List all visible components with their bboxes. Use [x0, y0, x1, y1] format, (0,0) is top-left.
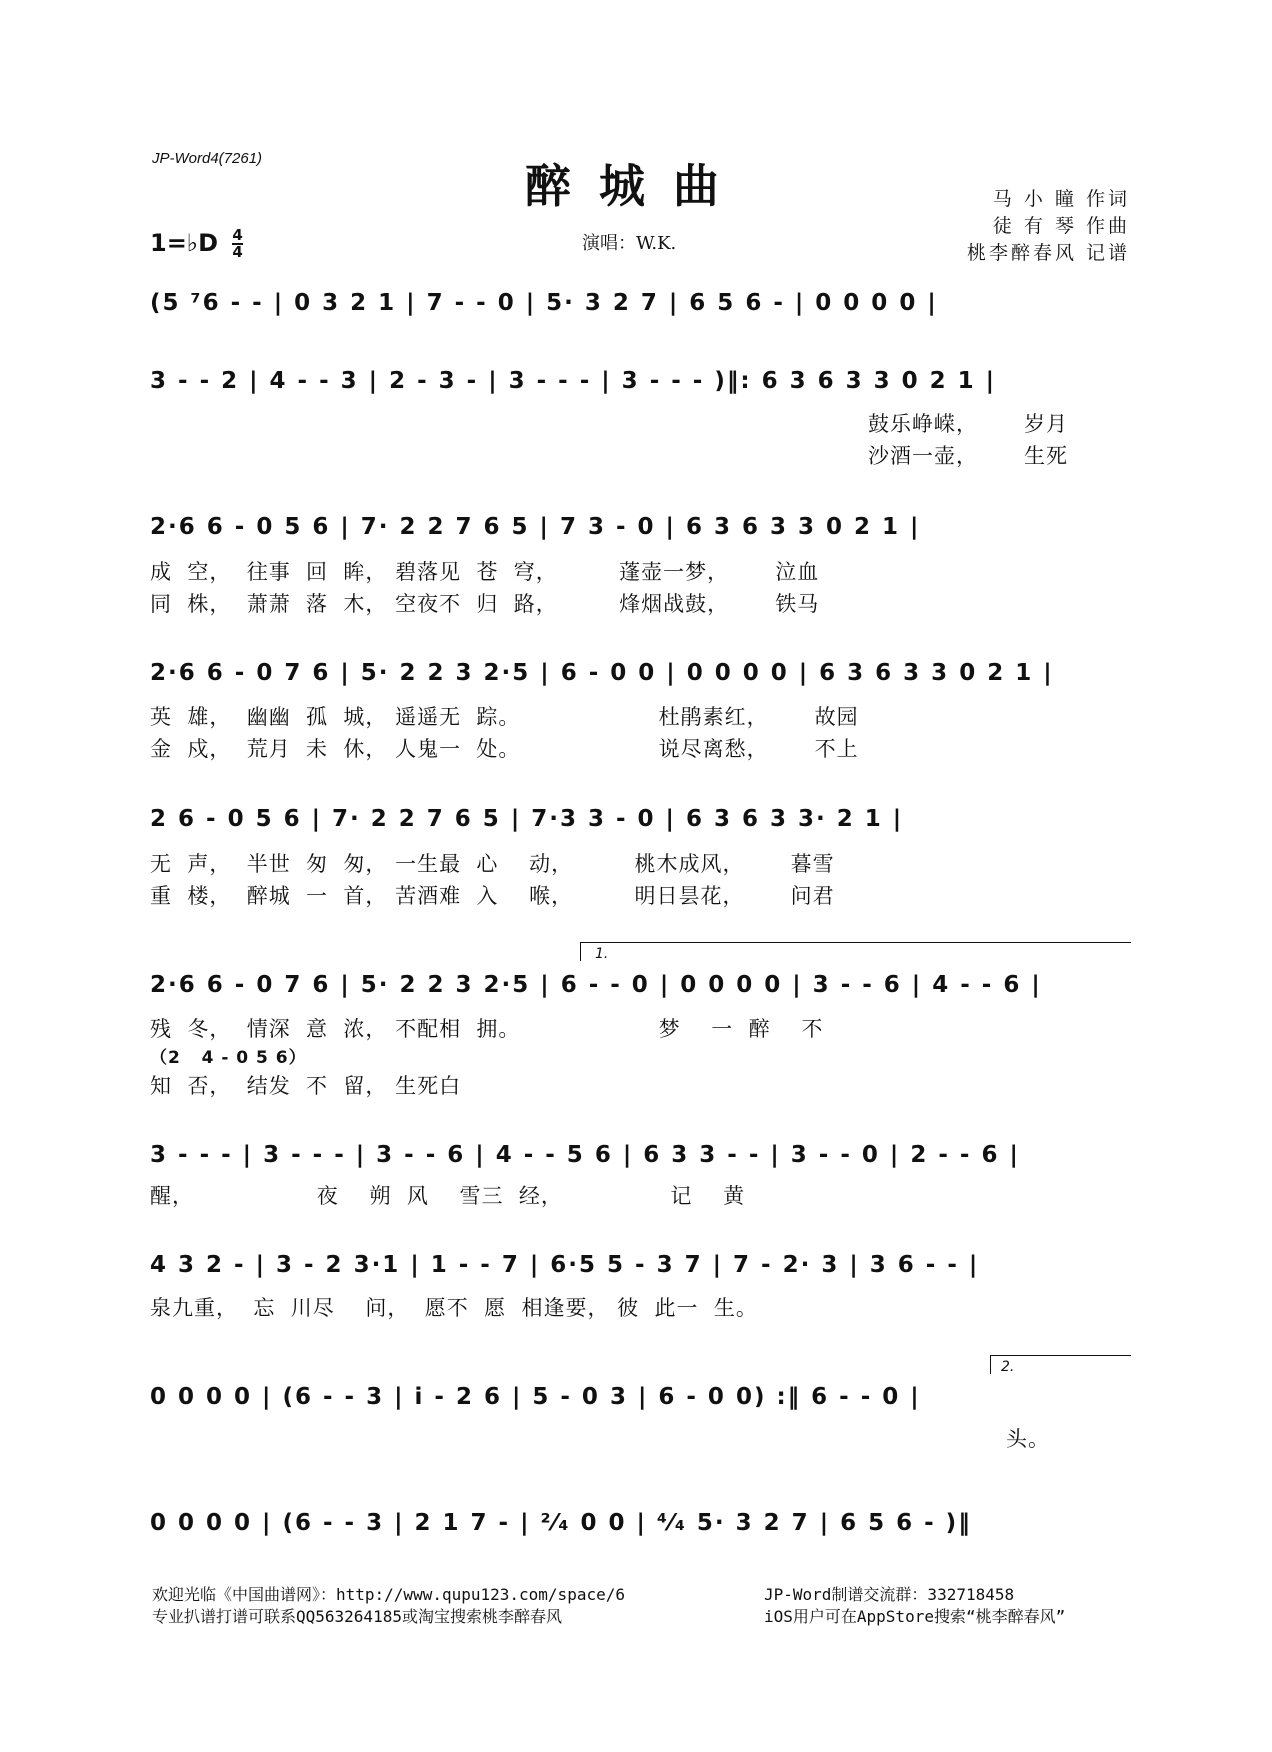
time-numerator: 4 — [232, 226, 243, 244]
notation-line-10: 0 0 0 0 | (6 - - 3 | 2 1 7 - | ²⁄₄ 0 0 | ⁴⁄₄ 5· 3 2 7 | 6 5 6 - )‖ — [150, 1510, 972, 1536]
lyric-line-3b: 金 戍， 荒月 未 休， 人鬼一 处。 说尽离愁， 不上 — [150, 737, 859, 761]
footer-right — [764, 1584, 1065, 1628]
footer-website: 欢迎光临《中国曲谱网》：http://www.qupu123.com/space/6 — [152, 1585, 625, 1604]
footer-left — [152, 1584, 625, 1628]
time-signature — [232, 228, 242, 260]
lyric-line-5a: 残 冬， 情深 意 浓， 不配相 拥。 梦 一 醉 不 — [150, 1017, 824, 1041]
lyric-line-1a: 鼓乐峥嵘， 岁月 — [868, 412, 1069, 436]
lyric-line-1b: 沙酒一壶， 生死 — [868, 444, 1069, 468]
lyric-line-7: 泉九重， 忘 川尽 问， 愿不 愿 相逢要， 彼 此一 生。 — [150, 1296, 758, 1320]
key-signature — [150, 228, 243, 260]
lyric-line-8: 头。 — [1006, 1427, 1050, 1451]
notation-line-1: (5 ⁷6 - - | 0 3 2 1 | 7 - - 0 | 5· 3 2 7 | 6 5 6 - | 0 0 0 0 | — [150, 290, 938, 316]
page-title: 醉城曲 — [525, 159, 747, 213]
footer-group: JP-Word制谱交流群：332718458 — [764, 1585, 1015, 1604]
notation-line-6: 2·6 6 - 0 7 6 | 5· 2 2 3 2·5 | 6 - - 0 | 0 0 0 0 | 3 - - 6 | 4 - - 6 | — [150, 972, 1042, 998]
credits — [967, 186, 1130, 267]
lyric-line-6: 醒， 夜 朔 风 雪三 经， 记 黄 — [150, 1184, 746, 1208]
key-label: 1=♭D — [150, 229, 219, 257]
volta-2-label: 2. — [1001, 1359, 1015, 1375]
volta-2-bracket — [990, 1355, 1131, 1374]
lyric-line-4a: 无 声， 半世 匆 匆， 一生最 心 动， 桃木成风， 暮雪 — [150, 852, 835, 876]
time-denominator: 4 — [232, 243, 243, 261]
volta-1-bracket — [580, 942, 1131, 961]
lyric-line-2a: 成 空， 往事 回 眸， 碧落见 苍 穹， 蓬壶一梦， 泣血 — [150, 560, 820, 584]
notation-line-5: 2 6 - 0 5 6 | 7· 2 2 7 6 5 | 7·3 3 - 0 | 6 3 6 3 3· 2 1 | — [150, 806, 904, 832]
notation-line-8: 4 3 2 - | 3 - 2 3·1 | 1 - - 7 | 6·5 5 - 3 7 | 7 - 2· 3 | 3 6 - - | — [150, 1252, 980, 1278]
lyric-line-4b: 重 楼， 醉城 一 首， 苦酒难 入 喉， 明日昙花， 问君 — [150, 884, 835, 908]
transcriber: 桃李醉春风 记谱 — [966, 242, 1130, 264]
notation-line-3: 2·6 6 - 0 5 6 | 7· 2 2 7 6 5 | 7 3 - 0 | 6 3 6 3 3 0 2 1 | — [150, 514, 921, 540]
lyric-line-5b: 知 否， 结发 不 留， 生死白 — [150, 1074, 462, 1098]
notation-line-7: 3 - - - | 3 - - - | 3 - - 6 | 4 - - 5 6 | 6 3 3 - - | 3 - - 0 | 2 - - 6 | — [150, 1142, 1020, 1168]
alternate-notes: （2 4 - 0 5 6） — [150, 1048, 307, 1068]
singer: 演唱：W.K. — [582, 233, 677, 254]
notation-line-4: 2·6 6 - 0 7 6 | 5· 2 2 3 2·5 | 6 - 0 0 | 0 0 0 0 | 6 3 6 3 3 0 2 1 | — [150, 660, 1054, 686]
composer: 徒 有 琴 作曲 — [992, 215, 1130, 237]
footer-contact: 专业扒谱打谱可联系QQ563264185或淘宝搜索桃李醉春风 — [152, 1607, 562, 1626]
software-label: JP-Word4(7261) — [152, 150, 263, 167]
notation-line-9: 0 0 0 0 | (6 - - 3 | i - 2 6 | 5 - 0 3 | 6 - 0 0) :‖ 6 - - 0 | — [150, 1384, 921, 1410]
notation-line-2: 3 - - 2 | 4 - - 3 | 2 - 3 - | 3 - - - | 3 - - - )‖: 6 3 6 3 3 0 2 1 | — [150, 368, 997, 394]
volta-1-label: 1. — [595, 946, 609, 962]
footer-ios: iOS用户可在AppStore搜索“桃李醉春风” — [764, 1607, 1066, 1626]
lyricist: 马 小 瞳 作词 — [992, 188, 1130, 210]
lyric-line-3a: 英 雄， 幽幽 孤 城， 遥遥无 踪。 杜鹃素红， 故园 — [150, 705, 859, 729]
lyric-line-2b: 同 株， 萧萧 落 木， 空夜不 归 路， 烽烟战鼓， 铁马 — [150, 592, 820, 616]
